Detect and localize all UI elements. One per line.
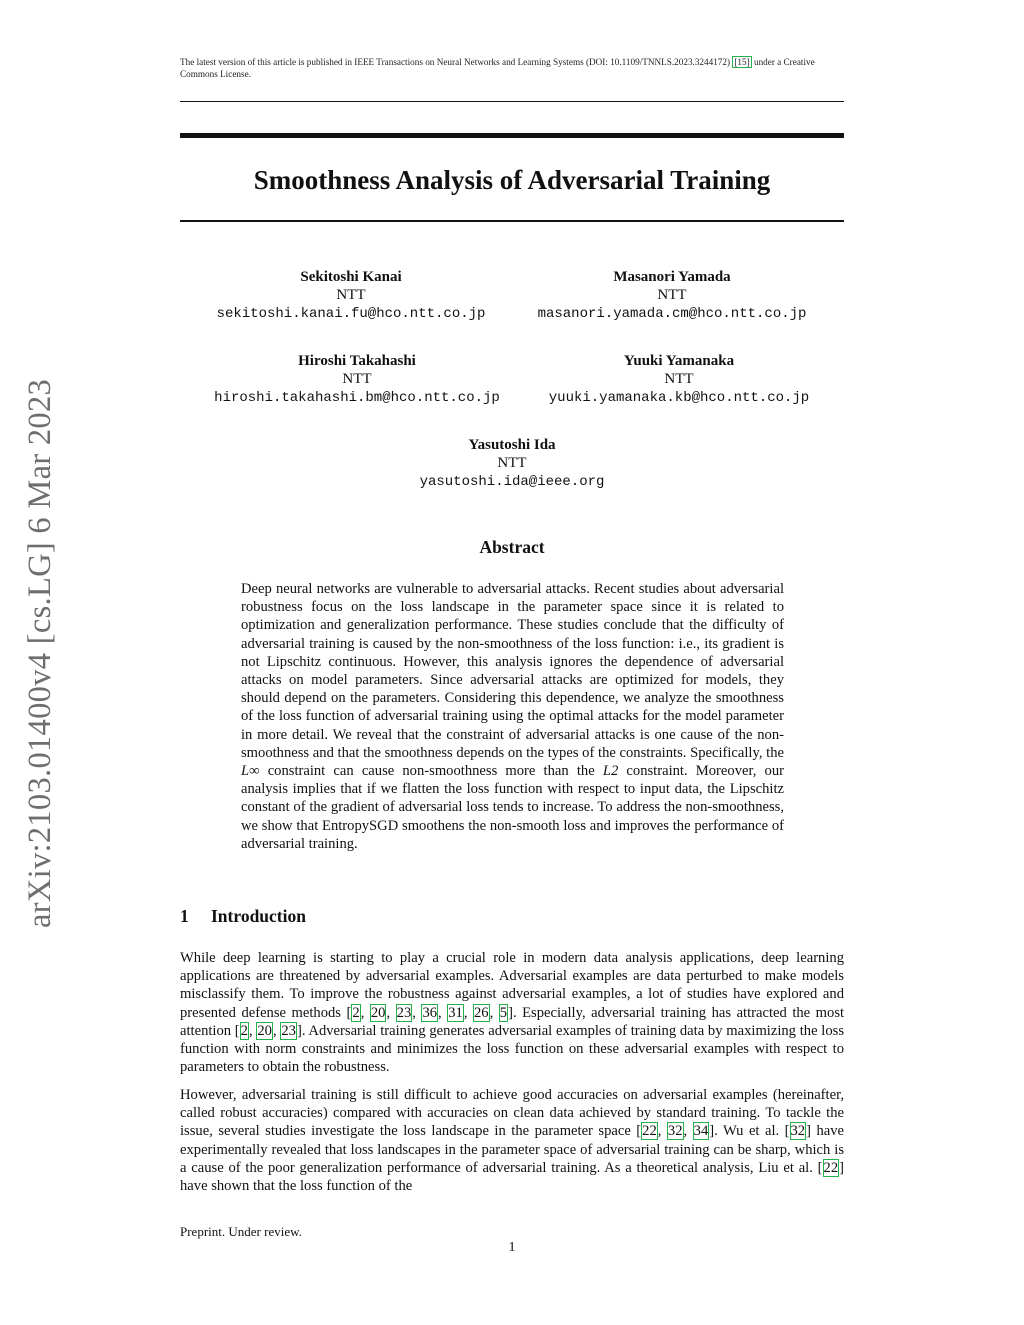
intro-paragraph-2 [180,1086,844,1195]
citation-link[interactable]: 5 [499,1004,508,1021]
author-affiliation: NTT [497,455,527,471]
abstract-part: Deep neural networks are vulnerable to adversarial attacks. Recent studies about adversarial robustness focus on the loss landscape in the parameter space since it is related to optimization and generalization performance. These studies conclude that the difficulty of adversarial training is caused by the non-smoothness of the loss function: i.e., its gradient is not Lipschitz continuous. However, this analysis ignores the dependence of adversarial attacks on model parameters. Since adversarial attacks are optimized for models, they should depend on the parameters. Considering this dependence, we analyze the smoothness of the loss function of adversarial training using the optimal attacks for the model parameter in more detail. We reveal that the constraint of adversarial attacks is one cause of the non-smoothness and that the smoothness depends on the types of the constraints. Specifically, the [241,581,784,761]
citation-link[interactable]: 2 [240,1022,248,1039]
citation-link[interactable]: 31 [448,1004,463,1021]
author-block [499,352,859,407]
citation-group [823,1159,840,1177]
preprint-footer: Preprint. Under review. [180,1224,302,1239]
math-l2: L2 [602,763,619,780]
intro-paragraph-1 [180,949,844,1076]
author-block [492,268,852,323]
citation-link[interactable]: 36 [422,1004,438,1021]
title-bottom-rule [180,220,844,222]
author-block [171,268,531,323]
section-title: Introduction [211,906,306,926]
math-l-infinity: L∞ [241,763,260,780]
author-affiliation: NTT [342,371,372,387]
notice-text: The latest version of this article is published in IEEE Transactions on Neural Networks and Learning Systems (DOI: 10.1109/TNNLS.2023.3244172) [180,57,733,67]
paragraph-text: ] have experimentally revealed that loss landscapes in the parameter space of adversarial training can be sharp, which is a cause of the poor generalization performance of adversarial training. As a theoretical analysis, Liu et al. [ [180,1123,844,1176]
notice-citation-link[interactable]: [15] [734,57,750,67]
author-affiliation: NTT [336,287,366,303]
title-top-rule [180,133,844,138]
paragraph-text: However, adversarial training is still difficult to achieve good accuracies on adversarial examples (hereinafter, called robust accuracies) compared with accuracies on clean data achieved by standard training. To tackle the issue, several studies investigate the loss landscape in the parameter space [ [180,1087,844,1140]
paragraph-text: ]. Wu et al. [ [709,1123,790,1140]
paragraph-text: While deep learning is starting to play a crucial role in modern data analysis applications, deep learning applications are threatened by adversarial examples. Adversarial examples are data perturbed to make models misclassify them. To improve the robustness against adversarial examples, a lot of studies have explored and presented defense methods [ [180,950,844,1021]
citation-group: 2, 20, 23 [240,1022,296,1039]
citation-group [790,1122,807,1140]
citation-link[interactable]: 20 [370,1004,386,1021]
citation-link[interactable]: 32 [667,1123,683,1140]
arxiv-side-label: arXiv:2103.01400v4 [cs.LG] 6 Mar 2023 [22,378,58,928]
abstract-text [241,580,784,853]
abstract-heading: Abstract [479,537,545,557]
section-heading [180,906,306,927]
paragraph-text: ] have shown that the loss function of the [180,1159,844,1195]
citation-link[interactable]: 20 [257,1022,272,1039]
author-name: Sekitoshi Kanai [300,269,402,285]
citation-link[interactable]: 22 [642,1123,657,1140]
citation-link[interactable]: 32 [790,1123,806,1140]
publication-notice [180,56,844,80]
section-number: 1 [180,906,189,926]
header-rule [180,101,844,102]
paper-title: Smoothness Analysis of Adversarial Training [253,165,771,195]
citation-link[interactable]: 22 [823,1159,839,1176]
author-email[interactable]: yasutoshi.ida@ieee.org [419,474,605,490]
abstract-part: constraint can cause non-smoothness more than the [259,763,603,780]
author-name: Masanori Yamada [613,269,731,285]
author-block [177,352,537,407]
citation-group: 2, 20, 23, 36, 31, 26, 5 [352,1004,508,1021]
author-email[interactable]: masanori.yamada.cm@hco.ntt.co.jp [537,306,807,322]
citation-link[interactable]: 23 [281,1022,296,1039]
paragraph-text: ]. Adversarial training generates adversarial examples of training data by maximizing the loss function with norm constraints and minimizes the loss function on these adversarial examples with respect to parameters to obtain the robustness. [180,1022,845,1076]
author-block [332,436,692,491]
citation-link[interactable]: 26 [474,1004,489,1021]
author-affiliation: NTT [657,287,687,303]
author-email[interactable]: yuuki.yamanaka.kb@hco.ntt.co.jp [548,390,810,406]
author-email[interactable]: sekitoshi.kanai.fu@hco.ntt.co.jp [216,306,486,322]
notice-text-end: under a Creative Commons License. [180,57,815,79]
paragraph-text: ]. Especially, adversarial training has attracted the most attention [ [180,1004,845,1039]
citation-link[interactable]: 2 [352,1004,360,1021]
citation-group: 22, 32, 34 [642,1123,709,1140]
author-email[interactable]: hiroshi.takahashi.bm@hco.ntt.co.jp [214,390,500,406]
abstract-part: constraint. Moreover, our analysis implies that if we flatten the loss function with respect to input data, the Lipschitz constant of the gradient of adversarial loss tends to increase. To address the non-smoothness, we show that EntropySGD smoothens the non-smooth loss and improves the performance of adversarial training. [241,763,785,852]
citation-link[interactable]: 34 [693,1123,709,1140]
page-number: 1 [508,1240,516,1255]
citation-link[interactable]: 23 [396,1004,412,1021]
author-affiliation: NTT [664,371,694,387]
author-name: Yasutoshi Ida [468,437,556,453]
author-name: Hiroshi Takahashi [298,353,416,369]
author-name: Yuuki Yamanaka [623,353,735,369]
